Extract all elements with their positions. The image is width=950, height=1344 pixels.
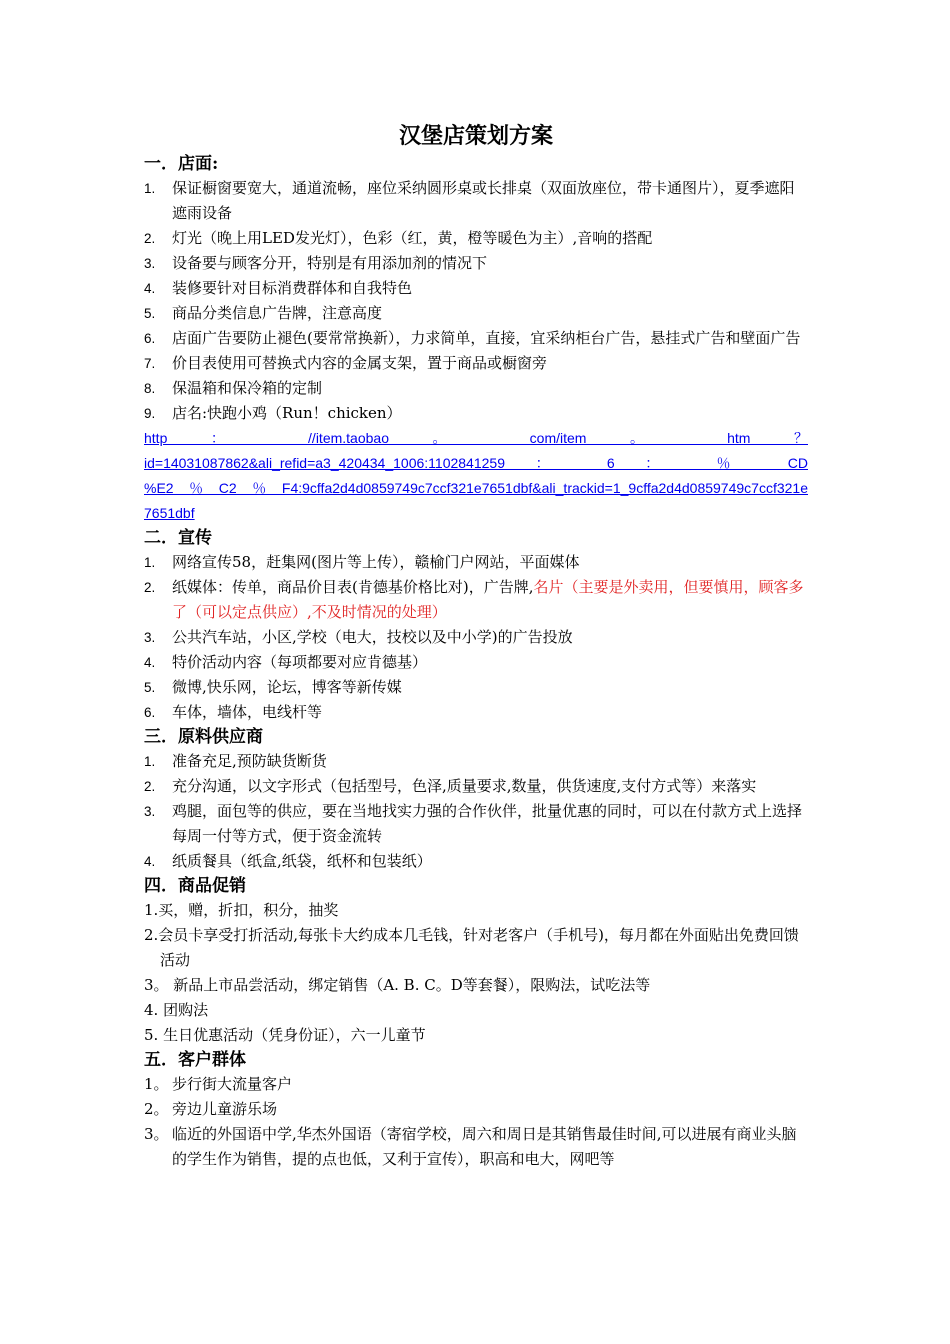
list-text: 网络宣传58，赶集网(图片等上传），赣榆门户网站，平面媒体: [172, 553, 580, 571]
list-item: [144, 774, 808, 799]
list-number: 9.: [144, 406, 156, 421]
document-title: 汉堡店策划方案: [398, 123, 553, 149]
list-text: 纸质餐具（纸盒,纸袋，纸杯和包装纸）: [172, 852, 432, 870]
list-item: 3。 新品上市品尝活动，绑定销售（A. B. C。D等套餐），限购法，试吃法等: [144, 976, 651, 994]
list-number: 2.: [144, 779, 156, 794]
list-text: 鸡腿，面包等的供应，要在当地找实力强的合作伙伴，批量优惠的同时，可以在付款方式上选择每周一付等方式，便于资金流转: [172, 802, 803, 845]
list-item: [144, 575, 808, 625]
list-text: 特价活动内容（每项都要对应肯德基）: [172, 653, 428, 671]
customers-list: [144, 1072, 808, 1172]
list-text: 商品分类信息广告牌，注意高度: [172, 304, 383, 322]
list-number: 1.: [144, 754, 156, 769]
list-number: 1.: [144, 555, 156, 570]
list-text: 步行街大流量客户: [172, 1075, 293, 1093]
list-item: 2.会员卡享受打折活动,每张卡大约成本几毛钱，针对老客户（手机号)，每月都在外面贴出免费回馈活动: [144, 926, 799, 969]
list-number: 5.: [144, 680, 156, 695]
list-item: 4. 团购法: [144, 1001, 209, 1019]
list-item: [144, 276, 808, 301]
section-heading-sales-promotion: 四．商品促销: [144, 876, 246, 896]
list-number: 2。: [144, 1100, 169, 1118]
list-number: 6.: [144, 331, 156, 346]
list-item: [144, 351, 808, 376]
list-text: 旁边儿童游乐场: [172, 1100, 278, 1118]
list-number: 1.: [144, 181, 156, 196]
list-item: [144, 1122, 808, 1172]
list-number: 7.: [144, 356, 156, 371]
list-item: [144, 1072, 808, 1097]
section-heading-storefront: 一．店面:: [144, 154, 219, 174]
list-item: 1.买，赠，折扣，积分，抽奖: [144, 901, 339, 919]
link-line[interactable]: 7651dbf: [144, 505, 195, 521]
list-text: 保证橱窗要宽大，通道流畅，座位采纳圆形桌或长排桌（双面放座位，带卡通图片），夏季遮阳遮雨设备: [172, 179, 795, 222]
list-text: 纸媒体：传单，商品价目表(肯德基价格比对)，广告牌,: [172, 578, 534, 596]
list-text: 价目表使用可替换式内容的金属支架，置于商品或橱窗旁: [172, 354, 548, 372]
list-text: 充分沟通，以文字形式（包括型号，色泽,质量要求,数量，供货速度,支付方式等）来落实: [172, 777, 757, 795]
list-number: 4.: [144, 281, 156, 296]
link-line[interactable]: http ： //item.taobao 。 com/item 。 htm ？: [144, 430, 808, 446]
sales-promotion-list: [144, 898, 808, 1048]
list-text: 设备要与顾客分开，特别是有用添加剂的情况下: [172, 254, 488, 272]
list-number: 8.: [144, 381, 156, 396]
highlighted-text: 名片（主要是外卖用，但要慎用，顾客多了（可以定点供应）,不及时情况的处理）: [172, 578, 804, 621]
list-text: 车体，墙体，电线杆等: [172, 703, 323, 721]
list-item: [144, 749, 808, 774]
list-number: 5.: [144, 306, 156, 321]
list-text: 灯光（晚上用LED发光灯），色彩（红，黄，橙等暖色为主）,音响的搭配: [172, 229, 653, 247]
list-item: [144, 301, 808, 326]
list-item: [144, 675, 808, 700]
link-line[interactable]: id=14031087862&ali_refid=a3_420434_1006:1102841259 ： 6 ： ％ CD: [144, 455, 808, 471]
list-item: [144, 550, 808, 575]
list-item: 5. 生日优惠活动（凭身份证），六一儿童节: [144, 1026, 426, 1044]
section-heading-customers: 五．客户群体: [144, 1050, 246, 1070]
list-text: 公共汽车站，小区,学校（电大，技校以及中小学)的广告投放: [172, 628, 573, 646]
storefront-list: [144, 176, 808, 426]
list-number: 2.: [144, 580, 156, 595]
list-item: [144, 625, 808, 650]
list-number: 3.: [144, 630, 156, 645]
list-number: 3.: [144, 256, 156, 271]
list-text: 店面广告要防止褪色(要常常换新），力求简单，直接，宜采纳柜台广告，悬挂式广告和壁面广告: [172, 329, 801, 347]
list-item: [144, 326, 808, 351]
list-item: [144, 1097, 808, 1122]
list-item: [144, 650, 808, 675]
document-page: [144, 120, 808, 1172]
section-heading-suppliers: 三．原料供应商: [144, 727, 263, 747]
list-item: [144, 799, 808, 849]
list-number: 3。: [144, 1125, 169, 1143]
list-item: [144, 251, 808, 276]
list-item: [144, 176, 808, 226]
list-text: 准备充足,预防缺货断货: [172, 752, 327, 770]
list-number: 1。: [144, 1075, 169, 1093]
list-number: 4.: [144, 655, 156, 670]
link-line[interactable]: %E2％C2％F4:9cffa2d4d0859749c7ccf321e7651dbf&ali_trackid=1_9cffa2d4d0859749c7ccf321e: [144, 480, 808, 496]
list-text: 微博,快乐网，论坛，博客等新传媒: [172, 678, 402, 696]
list-number: 3.: [144, 804, 156, 819]
taobao-link[interactable]: [144, 426, 808, 526]
list-item: [144, 226, 808, 251]
suppliers-list: [144, 749, 808, 874]
list-text: 店名:快跑小鸡（Run！chicken）: [172, 404, 402, 422]
list-text: 装修要针对目标消费群体和自我特色: [172, 279, 413, 297]
list-item: [144, 700, 808, 725]
list-number: 2.: [144, 231, 156, 246]
list-text: 临近的外国语中学,华杰外国语（寄宿学校，周六和周日是其销售最佳时间,可以进展有商业头脑的学生作为销售，提的点也低，又利于宣传），职高和电大，网吧等: [172, 1125, 797, 1168]
list-number: 6.: [144, 705, 156, 720]
list-item: [144, 849, 808, 874]
section-heading-promotion: 二．宣传: [144, 528, 212, 548]
list-text: 保温箱和保冷箱的定制: [172, 379, 323, 397]
list-item: [144, 376, 808, 401]
list-item: [144, 401, 808, 426]
list-number: 4.: [144, 854, 156, 869]
promotion-list: [144, 550, 808, 725]
